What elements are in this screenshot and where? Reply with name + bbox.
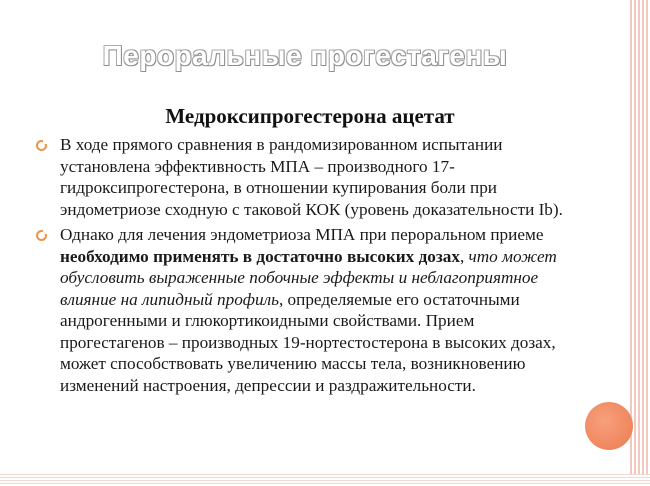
- bullet-text-part: Однако для лечения эндометриоза МПА при пероральном приеме: [60, 225, 544, 244]
- bullet-text-part: ,: [459, 246, 469, 266]
- ring-bullet-icon: [36, 140, 47, 151]
- decorative-stripes-right: [630, 0, 650, 486]
- bullet-item: [36, 224, 581, 396]
- slide-subtitle: Медроксипрогестерона ацетат: [165, 104, 455, 128]
- ring-bullet-icon: [36, 230, 47, 241]
- slide-content: [36, 134, 581, 400]
- bullet-text-part: , определяемые его остаточными андрогенными и глюкортикоидными свойствами. Прием прогестагенов – производных 19-нортестостерона в высоких дозах, может способствовать увеличению массы тела, возникновению изменений настроения, депрессии и раздражительности.: [60, 289, 556, 395]
- decorative-circle: [585, 402, 633, 450]
- bullet-text: В ходе прямого сравнения в рандомизированном испытании установлена эффективность МПА – производного 17-гидроксипрогестерона, в отношении купирования боли при эндометриозе сходную с таковой КОК (уровень доказательности Ib).: [60, 135, 563, 219]
- bullet-italic-text: что может обусловить выраженные побочные эффекты и неблагоприятное влияние на липидный профиль: [60, 246, 557, 309]
- bullet-bold-text: необходимо применять в достаточно высоких дозах: [60, 246, 460, 266]
- slide-title: Пероральные прогестагены: [102, 40, 508, 71]
- bullet-item: [36, 134, 581, 220]
- decorative-stripes-bottom: [0, 474, 650, 486]
